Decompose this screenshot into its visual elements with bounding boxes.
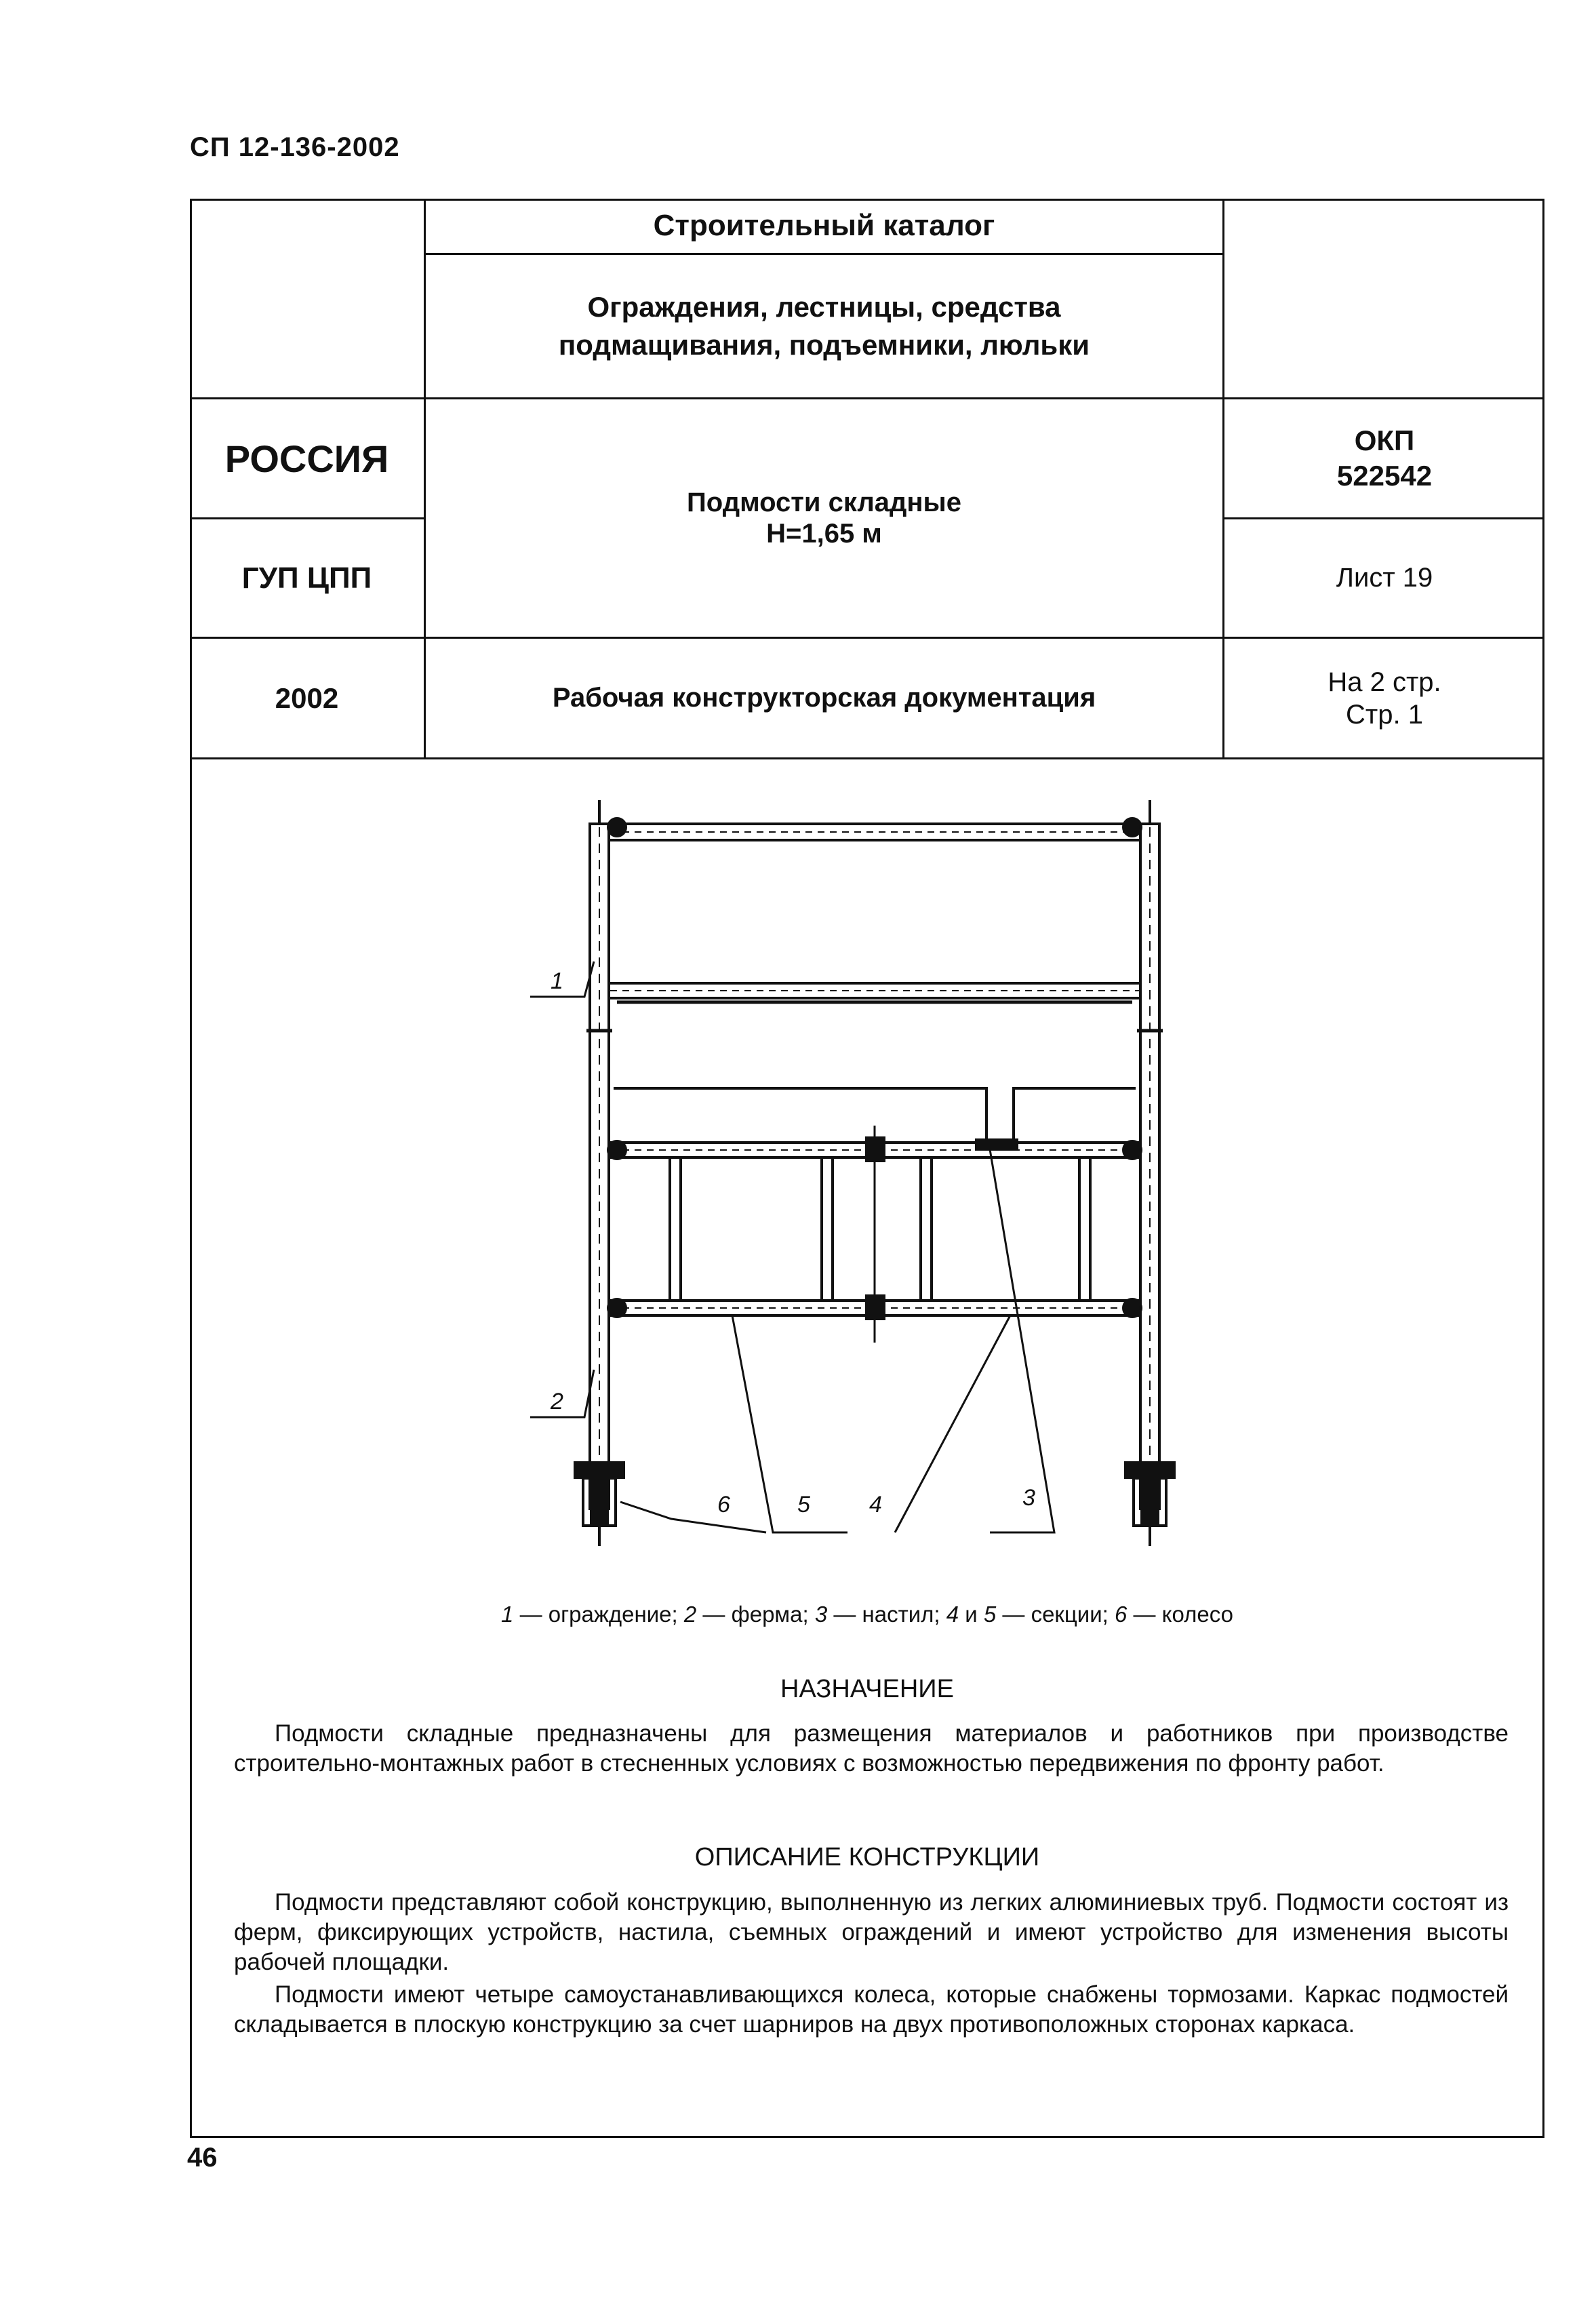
purpose-heading: НАЗНАЧЕНИЕ <box>780 1675 954 1703</box>
deck-left <box>614 1088 986 1146</box>
doc-type-label: Рабочая конструкторская документация <box>552 683 1096 713</box>
legend-text: — настил; <box>827 1602 946 1627</box>
product-name: Подмости складные <box>687 488 961 517</box>
section-strut <box>822 1157 833 1301</box>
callout-1: 1 <box>551 968 563 994</box>
category-line-2: подмащивания, подъемники, люльки <box>558 329 1090 361</box>
section-strut <box>670 1157 681 1301</box>
joint <box>866 1138 884 1161</box>
left-wheel <box>575 1463 624 1546</box>
pages-total: На 2 стр. <box>1328 667 1441 697</box>
callout-2: 2 <box>551 1389 563 1414</box>
legend-text: — ограждение; <box>513 1602 684 1627</box>
joint <box>866 1296 884 1319</box>
page-current: Стр. 1 <box>1346 699 1423 730</box>
legend-text: — секции; <box>996 1602 1115 1627</box>
callout-4: 4 <box>869 1492 882 1518</box>
legend-num: 5 <box>983 1602 997 1627</box>
okp-code: 522542 <box>1336 460 1433 492</box>
legend-num: 2 <box>683 1602 697 1627</box>
deck-right <box>1014 1088 1136 1146</box>
organization-label: ГУП ЦПП <box>241 561 372 595</box>
design-heading: ОПИСАНИЕ КОНСТРУКЦИИ <box>694 1843 1040 1871</box>
category-line-1: Ограждения, лестницы, средства <box>587 291 1061 323</box>
callout-6: 6 <box>717 1492 730 1518</box>
legend-num: 6 <box>1114 1602 1128 1627</box>
design-text-2: Подмости имеют четыре самоустанавливающихся колеса, которые снабжены тормозами. Каркас подмостей складывается в плоскую конструкцию за счет шарниров на двух противоположных сторонах каркаса. <box>234 1981 1509 2038</box>
callout-3: 3 <box>1022 1485 1035 1511</box>
document-code: СП 12-136-2002 <box>190 132 400 162</box>
drawing-legend <box>190 1602 1544 1627</box>
legend-text: — ферма; <box>696 1602 815 1627</box>
section-strut <box>921 1157 932 1301</box>
product-height: Н=1,65 м <box>766 519 882 549</box>
legend-num: 3 <box>814 1602 828 1627</box>
catalog-title: Строительный каталог <box>653 209 995 242</box>
page-info <box>1224 639 1544 757</box>
right-wheel <box>1125 1463 1174 1546</box>
title-block <box>190 199 1544 759</box>
legend-num: 4 <box>946 1602 959 1627</box>
page-number: 46 <box>187 2143 218 2173</box>
legend-num: 1 <box>501 1602 514 1627</box>
okp-block <box>1224 399 1544 517</box>
legend-text: — колесо <box>1127 1602 1233 1627</box>
catalog-category <box>426 255 1222 397</box>
okp-label: ОКП <box>1354 424 1415 456</box>
legend-text: и <box>959 1602 984 1627</box>
deck-clamp <box>976 1140 1017 1149</box>
country-label: РОССИЯ <box>224 437 389 480</box>
sheet-number: Лист 19 <box>1336 563 1433 593</box>
callout-5: 5 <box>797 1492 810 1518</box>
section-strut <box>1079 1157 1090 1301</box>
design-text-1: Подмости представляют собой конструкцию, выполненную из легких алюминиевых труб. Подмости состоят из ферм, фиксирующих устройств, настила, съемных ограждений и имеют устройство для изменения высоты рабочей площадки. <box>234 1889 1509 1975</box>
purpose-text: Подмости складные предназначены для размещения материалов и работников при производстве строительно-монтажных работ в стесненных условиях с возможностью передвижения по фронту работ. <box>234 1720 1509 1777</box>
year-label: 2002 <box>275 681 339 714</box>
product-title <box>426 399 1222 637</box>
scaffold-drawing <box>515 793 1234 1560</box>
divider <box>190 757 1544 759</box>
